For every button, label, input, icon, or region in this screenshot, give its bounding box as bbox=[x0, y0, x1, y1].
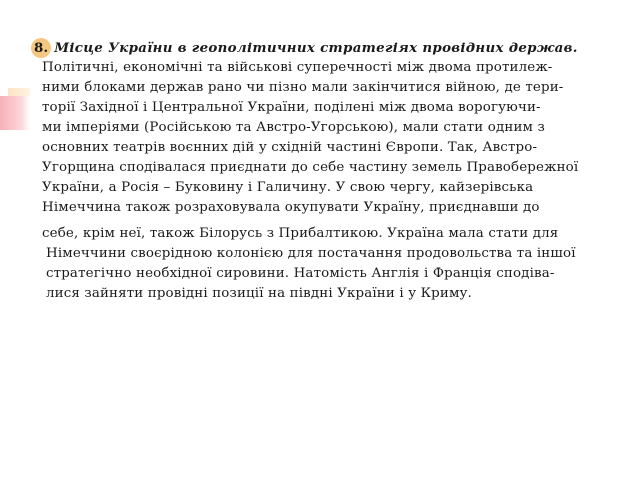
paragraph-line: ми імперіями (Російською та Австро-Угорською), мали стати одним з bbox=[42, 120, 545, 135]
paragraph-line: торії Західної і Центральної України, поділені між двома ворогуючи- bbox=[42, 100, 541, 115]
section-number-badge: 8. bbox=[31, 38, 51, 58]
paragraph-line: Угорщина сподівалася приєднати до себе частину земель Правобережної bbox=[42, 160, 579, 175]
paragraph-line: ними блоками держав рано чи пізно мали закінчитися війною, де тери- bbox=[42, 80, 564, 95]
section-heading: Місце України в геополітичних стратегіях провідних держав. bbox=[54, 40, 578, 56]
paragraph-line: себе, крім неї, також Білорусь з Прибалтикою. Україна мала стати для bbox=[42, 226, 559, 241]
paragraph-line: Німеччина також розраховувала окупувати Україну, приєднавши до bbox=[42, 200, 540, 215]
paragraph-line: Політичні, економічні та військові суперечності між двома протилеж- bbox=[42, 60, 553, 75]
paragraph-line: лися зайняти провідні позиції на півдні України і у Криму. bbox=[46, 286, 472, 301]
document-page bbox=[32, 38, 628, 304]
decorative-accent-bar bbox=[0, 96, 30, 130]
paragraph-line: основних театрів воєнних дій у східній частині Європи. Так, Австро- bbox=[42, 140, 538, 155]
paragraph-line: стратегічно необхідної сировини. Натомість Англія і Франція сподіва- bbox=[46, 266, 555, 281]
heading-line bbox=[32, 38, 628, 58]
paragraph-line: Німеччини своєрідною колонією для постачання продовольства та іншої bbox=[46, 246, 576, 261]
paragraph-line: України, а Росія – Буковину і Галичину. У свою чергу, кайзерівська bbox=[42, 180, 534, 195]
